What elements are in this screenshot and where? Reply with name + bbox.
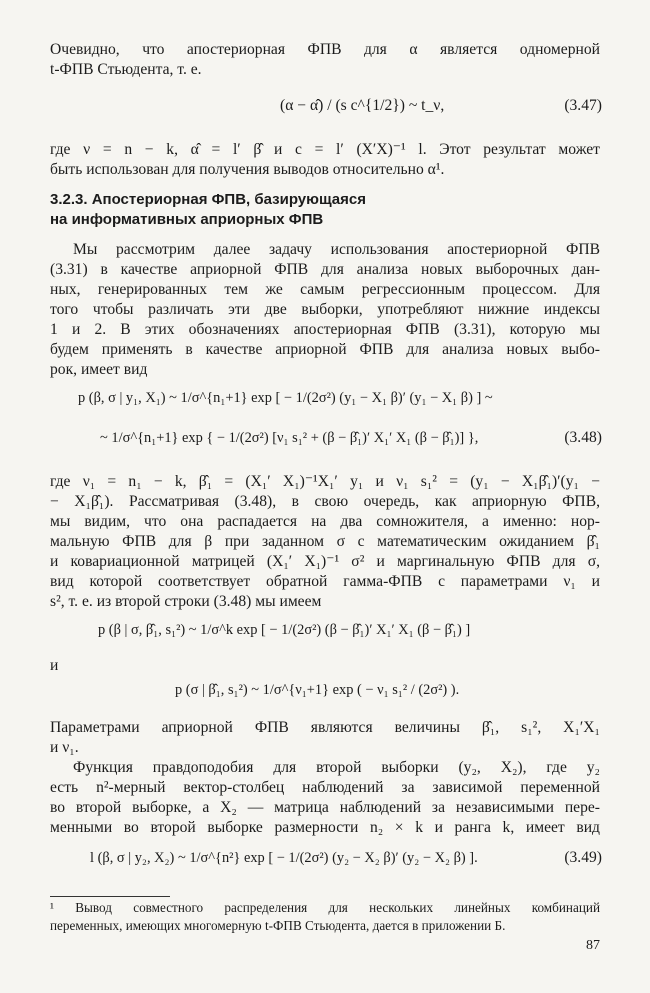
section-heading: на информативных априорных ФПВ [50,211,324,228]
text-line: Очевидно, что апостериорная ФПВ для α является одномерной [50,41,600,58]
text-line: где ν = n − k, α̂ = l′ β̂ и c = l′ (X′X)⁻¹ l. Этот результат может [50,141,600,158]
text-line: и ковариационной матрицей (X₁′ X₁)⁻¹ σ² и маргинальную ФПВ для σ, [50,553,600,570]
equation-conditional-beta: p (β | σ, β̂₁, s₁²) ~ 1/σ^k exp [ − 1/(2σ²) (β − β̂₁)′ X₁′ X₁ (β − β̂₁) ] [98,622,471,638]
equation-number: (3.48) [564,429,602,446]
equation-number: (3.47) [564,97,602,114]
text-line: где ν₁ = n₁ − k, β̂₁ = (X₁′ X₁)⁻¹X₁′ y₁ и ν₁ s₁² = (y₁ − X₁β̂₁)′(y₁ − [50,473,600,490]
text-line: ных, генерированных тем же самым регрессионным процессом. Для [50,281,600,298]
section-heading: 3.2.3. Апостериорная ФПВ, базирующаяся [50,191,366,208]
footnote-line: переменных, имеющих многомерную t-ФПВ Стьюдента, дается в приложении Б. [50,918,506,933]
footnote-rule [50,896,170,897]
equation-3-48-line1: p (β, σ | y₁, X₁) ~ 1/σ^{n₁+1} exp [ − 1/(2σ²) (y₁ − X₁ β)′ (y₁ − X₁ β) ] ~ [78,390,493,406]
text-line: мы видим, что она распадается на два сомножителя, а именно: нор- [50,513,600,530]
text-line: быть использован для получения выводов относительно α¹. [50,161,445,178]
equation-3-47: (α − α̂) / (s c^{1/2}) ~ t_ν, [280,97,445,114]
conjunction-word: и [50,657,59,674]
text-line: вид которой соответствует обратной гамма-ФПВ с параметрами ν₁ и [50,573,600,590]
text-line: 1 и 2. В этих обозначениях апостериорная ФПВ (3.31), которую мы [50,321,600,338]
text-line: того чтобы различать эти две выборки, употребляют нижние индексы [50,301,600,318]
text-line: есть n²-мерный вектор-столбец наблюдений за зависимой переменной [50,779,600,796]
equation-3-48-line2: ~ 1/σ^{n₁+1} exp { − 1/(2σ²) [ν₁ s₁² + (β − β̂₁)′ X₁′ X₁ (β − β̂₁)] }, [100,430,479,446]
text-line: − X₁β̂₁). Рассматривая (3.48), в свою очередь, как априорную ФПВ, [50,493,600,510]
text-line: Параметрами априорной ФПВ являются величины β̂₁, s₁², X₁′X₁ [50,719,600,736]
equation-marginal-sigma: p (σ | β̂₁, s₁²) ~ 1/σ^{ν₁+1} exp ( − ν₁ s₁² / (2σ²) ). [175,682,460,698]
text-line: (3.31) в качестве априорной ФПВ для анализа новых выборочных дан- [50,261,600,278]
footnote-line: ¹ Вывод совместного распределения для нескольких линейных комбинаций [50,900,600,915]
text-line: Функция правдоподобия для второй выборки (y₂, X₂), где y₂ [73,759,600,776]
text-line: Мы рассмотрим далее задачу использования апостериорной ФПВ [73,241,600,258]
text-line: будем применять в качестве априорной ФПВ для анализа новых выбо- [50,341,600,358]
text-line: t-ФПВ Стьюдента, т. е. [50,61,202,78]
equation-3-49: l (β, σ | y₂, X₂) ~ 1/σ^{n²} exp [ − 1/(2σ²) (y₂ − X₂ β)′ (y₂ − X₂ β) ]. [90,850,478,866]
text-line: s², т. е. из второй строки (3.48) мы имеем [50,593,322,610]
page-number: 87 [586,938,600,953]
text-line: рок, имеет вид [50,361,148,378]
text-line: и ν₁. [50,739,79,756]
text-line: во второй выборке, а X₂ — матрица наблюдений за независимыми пере- [50,799,600,816]
equation-number: (3.49) [564,849,602,866]
text-line: менными во второй выборке размерности n₂ × k и ранга k, имеет вид [50,819,600,836]
text-line: мальную ФПВ для β при заданном σ с математическим ожиданием β̂₁ [50,533,600,550]
